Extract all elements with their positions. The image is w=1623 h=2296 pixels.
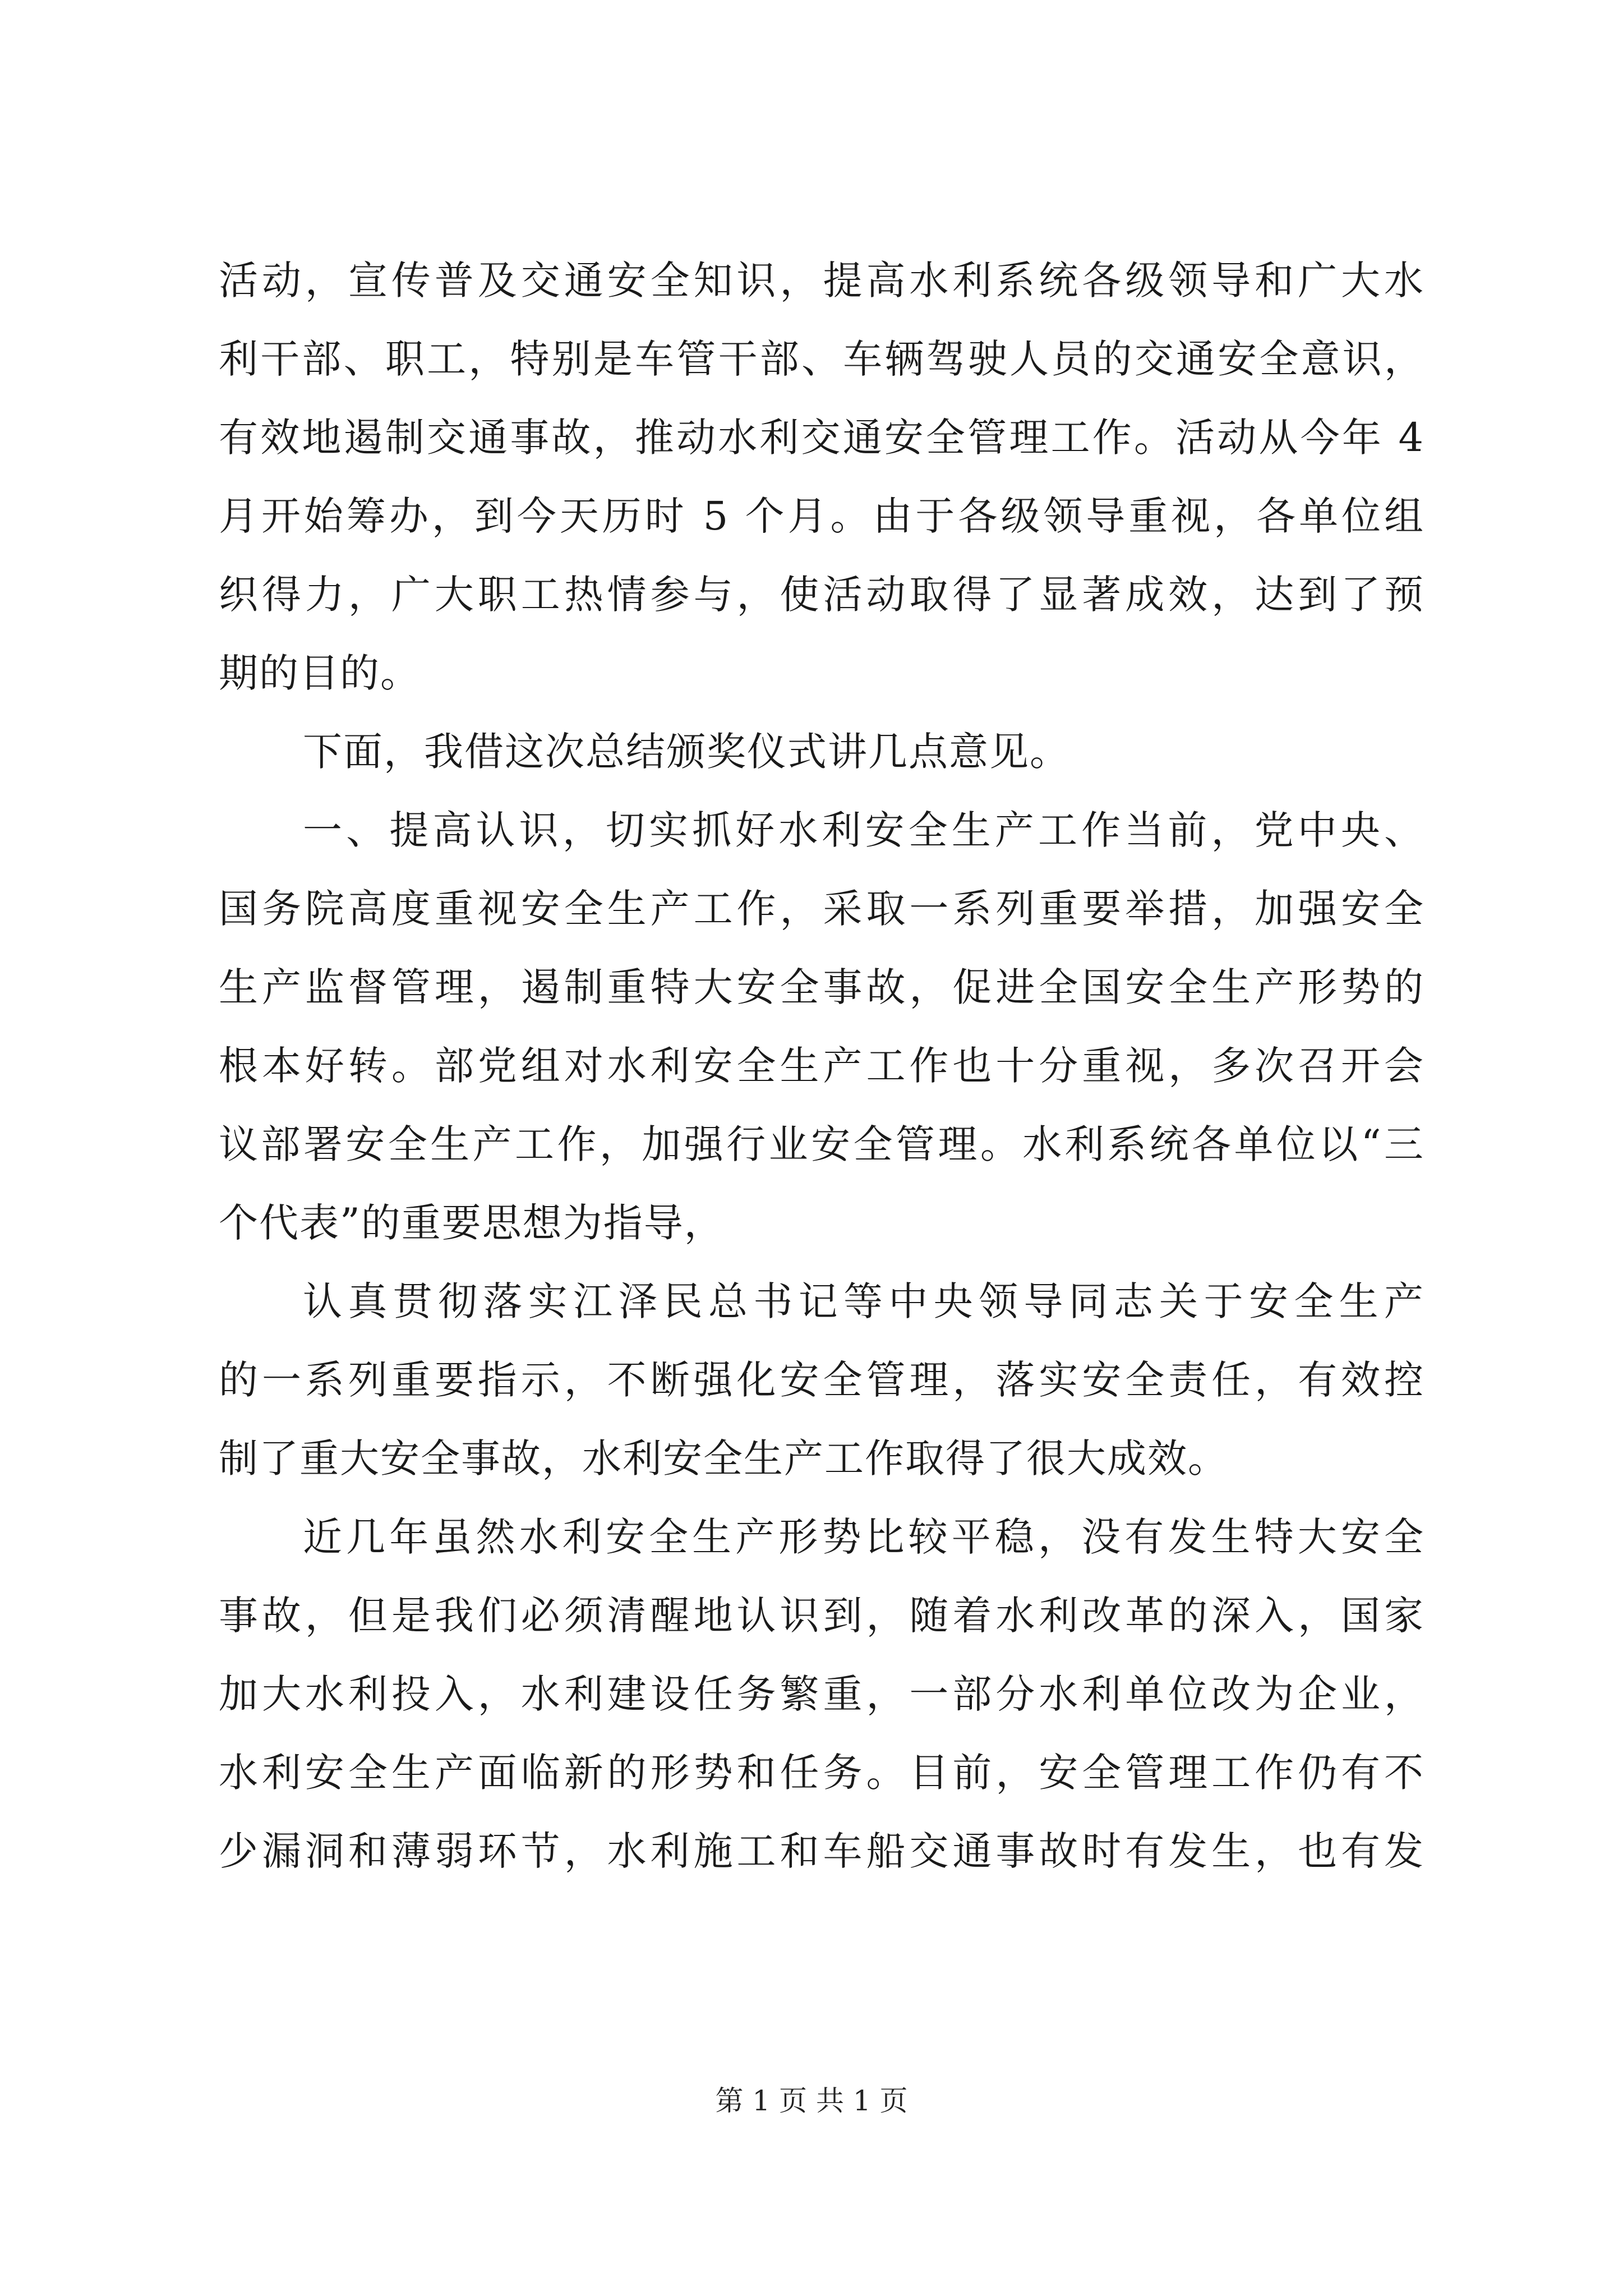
paragraph-line: 加大水利投入，水利建设任务繁重，一部分水利单位改为企业，	[219, 1671, 1424, 1717]
paragraph-line: 事故，但是我们必须清醒地认识到，随着水利改革的深入，国家	[219, 1593, 1424, 1639]
paragraph-line: 期的目的。	[219, 650, 421, 696]
paragraph-line: 根本好转。部党组对水利安全生产工作也十分重视，多次召开会	[219, 1043, 1424, 1089]
paragraph-line: 个代表”的重要思想为指导，	[219, 1200, 725, 1246]
paragraph-line: 有效地遏制交通事故，推动水利交通安全管理工作。活动从今年 4	[219, 415, 1424, 461]
paragraph-line: 一、提高认识，切实抓好水利安全生产工作当前，党中央、	[303, 807, 1424, 853]
paragraph-line: 议部署安全生产工作，加强行业安全管理。水利系统各单位以“三	[219, 1121, 1424, 1167]
page-footer: 第 1 页 共 1 页	[715, 2085, 908, 2117]
paragraph-line: 认真贯彻落实江泽民总书记等中央领导同志关于安全生产	[303, 1278, 1424, 1324]
paragraph-line: 制了重大安全事故，水利安全生产工作取得了很大成效。	[219, 1435, 1228, 1481]
paragraph-line: 月开始筹办，到今天历时 5 个月。由于各级领导重视，各单位组	[219, 493, 1424, 539]
paragraph-line: 活动，宣传普及交通安全知识，提高水利系统各级领导和广大水	[219, 257, 1424, 303]
paragraph-line: 少漏洞和薄弱环节，水利施工和车船交通事故时有发生，也有发	[219, 1828, 1424, 1874]
paragraph-line: 下面，我借这次总结颁奖仪式讲几点意见。	[303, 729, 1070, 775]
paragraph-line: 利干部、职工，特别是车管干部、车辆驾驶人员的交通安全意识，	[219, 336, 1424, 382]
paragraph-line: 织得力，广大职工热情参与，使活动取得了显著成效，达到了预	[219, 572, 1424, 618]
paragraph-line: 国务院高度重视安全生产工作，采取一系列重要举措，加强安全	[219, 886, 1424, 932]
paragraph-line: 近几年虽然水利安全生产形势比较平稳，没有发生特大安全	[303, 1514, 1424, 1560]
paragraph-line: 生产监督管理，遏制重特大安全事故，促进全国安全生产形势的	[219, 964, 1424, 1010]
paragraph-line: 的一系列重要指示，不断强化安全管理，落实安全责任，有效控	[219, 1357, 1424, 1403]
paragraph-line: 水利安全生产面临新的形势和任务。目前，安全管理工作仍有不	[219, 1750, 1424, 1796]
